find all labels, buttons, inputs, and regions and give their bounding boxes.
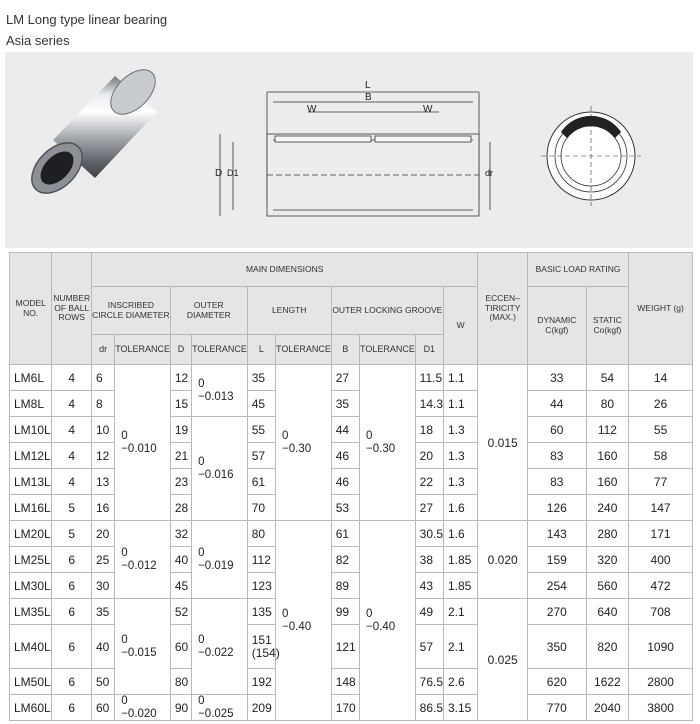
- tol-top: 0: [198, 695, 205, 708]
- W-cell: 2.1: [443, 625, 477, 669]
- dynamic-cell: 126: [527, 495, 586, 521]
- balls-cell: 4: [52, 391, 91, 417]
- W-cell: 1.1: [443, 365, 477, 391]
- L-cell: 45: [247, 391, 275, 417]
- B-cell: 170: [331, 695, 359, 721]
- weight-cell: 400: [629, 547, 693, 573]
- static-cell: 640: [586, 599, 629, 625]
- D1-cell: 57: [415, 625, 443, 669]
- B-cell: 61: [331, 521, 359, 547]
- tol-bottom: −0.015: [121, 646, 157, 659]
- D-tolerance-cell: [192, 695, 248, 721]
- table-row: [10, 573, 693, 599]
- tol-bottom: −0.30: [282, 442, 312, 455]
- balls-cell: 4: [52, 469, 91, 495]
- dynamic-cell: 44: [527, 391, 586, 417]
- weight-cell: 77: [629, 469, 693, 495]
- model-cell: LM40L: [10, 625, 52, 669]
- balls-cell: 6: [52, 599, 91, 625]
- table-row: [10, 391, 693, 417]
- eccentricity-cell: 0.015: [478, 365, 528, 521]
- B-cell: 46: [331, 469, 359, 495]
- header-d1: D1: [415, 335, 443, 365]
- balls-cell: 4: [52, 365, 91, 391]
- D-tolerance-cell: [192, 521, 248, 599]
- D-cell: 23: [170, 469, 191, 495]
- dr-tolerance-cell: [115, 599, 171, 695]
- L-tolerance-cell: [276, 365, 332, 521]
- header-length: LENGTH: [247, 287, 331, 335]
- tol-top: 0: [198, 547, 205, 560]
- weight-cell: 58: [629, 443, 693, 469]
- D1-cell: 27: [415, 495, 443, 521]
- D1-cell: 18: [415, 417, 443, 443]
- tol-top: 0: [198, 634, 205, 647]
- D-cell: 28: [170, 495, 191, 521]
- tol-bottom: −0.013: [198, 390, 234, 403]
- L-cell: 35: [247, 365, 275, 391]
- static-cell: 560: [586, 573, 629, 599]
- D1-cell: 38: [415, 547, 443, 573]
- W-cell: 1.85: [443, 573, 477, 599]
- D-cell: 40: [170, 547, 191, 573]
- table-row: [10, 417, 693, 443]
- W-cell: 1.6: [443, 521, 477, 547]
- label-dr: dr: [485, 168, 494, 178]
- tol-bottom: −0.016: [198, 468, 234, 481]
- header-outer-locking-groove: OUTER LOCKING GROOVE: [331, 287, 443, 335]
- header-d: D: [170, 335, 191, 365]
- bearing-photo: [22, 62, 163, 203]
- weight-cell: 14: [629, 365, 693, 391]
- dr-tolerance-cell: [115, 365, 171, 521]
- static-cell: 80: [586, 391, 629, 417]
- weight-cell: 3800: [629, 695, 693, 721]
- weight-cell: 708: [629, 599, 693, 625]
- model-cell: LM8L: [10, 391, 52, 417]
- header-dr: dr: [91, 335, 114, 365]
- dr-cell: 8: [91, 391, 114, 417]
- balls-cell: 4: [52, 443, 91, 469]
- dr-cell: 12: [91, 443, 114, 469]
- header-b: B: [331, 335, 359, 365]
- header-main-dimensions: MAIN DIMENSIONS: [91, 253, 477, 287]
- D1-cell: 76.5: [415, 669, 443, 695]
- tol-bottom: −0.020: [121, 707, 157, 720]
- header-l-tolerance: TOLERANCE: [276, 335, 332, 365]
- D-cell: 45: [170, 573, 191, 599]
- header-weight: WEIGHT (g): [629, 253, 693, 365]
- balls-cell: 6: [52, 669, 91, 695]
- D1-cell: 43: [415, 573, 443, 599]
- dr-cell: 60: [91, 695, 114, 721]
- B-cell: 148: [331, 669, 359, 695]
- static-cell: 320: [586, 547, 629, 573]
- D1-cell: 14.3: [415, 391, 443, 417]
- table-row: [10, 669, 693, 695]
- dynamic-cell: 60: [527, 417, 586, 443]
- header-eccentricity: ECCEN–TIRICITY (MAX.): [478, 253, 528, 365]
- header-dynamic: DYNAMIC C(kgf): [527, 287, 586, 365]
- label-D: D: [215, 168, 223, 179]
- header-b-tolerance: TOLERANCE: [360, 335, 416, 365]
- eccentricity-cell: 0.025: [478, 599, 528, 721]
- header-outer-diameter: OUTER DIAMETER: [170, 287, 247, 335]
- dr-tolerance-cell: [115, 695, 171, 721]
- weight-cell: 1090: [629, 625, 693, 669]
- dynamic-cell: 83: [527, 469, 586, 495]
- header-d-tolerance: TOLERANCE: [192, 335, 248, 365]
- side-view-drawing: [220, 92, 490, 216]
- static-cell: 1622: [586, 669, 629, 695]
- D1-cell: 86.5: [415, 695, 443, 721]
- header-static: STATIC Co(kgf): [586, 287, 629, 365]
- W-cell: 3.15: [443, 695, 477, 721]
- dr-cell: 30: [91, 573, 114, 599]
- header-w: W: [443, 287, 477, 365]
- dr-cell: 10: [91, 417, 114, 443]
- B-tolerance-cell: [360, 521, 416, 721]
- dynamic-cell: 143: [527, 521, 586, 547]
- tol-top: 0: [282, 608, 289, 621]
- bearing-drawing-svg: [5, 52, 693, 248]
- balls-cell: 5: [52, 495, 91, 521]
- bearing-drawing: [5, 52, 693, 248]
- page-title: LM Long type linear bearing: [6, 12, 168, 27]
- D-cell: 12: [170, 365, 191, 391]
- static-cell: 2040: [586, 695, 629, 721]
- B-cell: 89: [331, 573, 359, 599]
- model-cell: LM35L: [10, 599, 52, 625]
- model-cell: LM13L: [10, 469, 52, 495]
- L-cell: 209: [247, 695, 275, 721]
- dynamic-cell: 83: [527, 443, 586, 469]
- table-row: [10, 625, 693, 669]
- B-tolerance-cell: [360, 365, 416, 521]
- B-cell: 27: [331, 365, 359, 391]
- dr-cell: 13: [91, 469, 114, 495]
- L-cell: 192: [247, 669, 275, 695]
- eccentricity-cell: 0.020: [478, 521, 528, 599]
- dynamic-cell: 270: [527, 599, 586, 625]
- L-cell: 57: [247, 443, 275, 469]
- weight-cell: 472: [629, 573, 693, 599]
- tol-bottom: −0.012: [121, 559, 157, 572]
- D1-cell: 22: [415, 469, 443, 495]
- header-dr-tolerance: TOLERANCE: [115, 335, 171, 365]
- label-W-right: W: [423, 104, 433, 115]
- model-cell: LM25L: [10, 547, 52, 573]
- B-cell: 99: [331, 599, 359, 625]
- B-cell: 53: [331, 495, 359, 521]
- tol-bottom: −0.019: [198, 559, 234, 572]
- header-basic-load-rating: BASIC LOAD RATING: [527, 253, 628, 287]
- D-cell: 52: [170, 599, 191, 625]
- W-cell: 1.3: [443, 469, 477, 495]
- model-cell: LM60L: [10, 695, 52, 721]
- table-row: [10, 521, 693, 547]
- D-cell: 90: [170, 695, 191, 721]
- D-cell: 60: [170, 625, 191, 669]
- D-tolerance-cell: [192, 417, 248, 521]
- B-cell: 121: [331, 625, 359, 669]
- dynamic-cell: 620: [527, 669, 586, 695]
- D-tolerance-cell: [192, 599, 248, 695]
- dynamic-cell: 770: [527, 695, 586, 721]
- dynamic-cell: 159: [527, 547, 586, 573]
- tol-top: 0: [198, 378, 205, 391]
- table-row: [10, 695, 693, 721]
- header-inscribed-circle-diameter: INSCRIBED CIRCLE DIAMETER: [91, 287, 170, 335]
- B-cell: 35: [331, 391, 359, 417]
- balls-cell: 4: [52, 417, 91, 443]
- tol-bottom: −0.40: [366, 620, 396, 633]
- L-cell: 61: [247, 469, 275, 495]
- D-cell: 21: [170, 443, 191, 469]
- D1-cell: 30.5: [415, 521, 443, 547]
- L-tolerance-cell: [276, 521, 332, 721]
- header-model-no: MODEL NO.: [10, 253, 52, 365]
- tol-bottom: −0.022: [198, 646, 234, 659]
- static-cell: 160: [586, 443, 629, 469]
- W-cell: 2.6: [443, 669, 477, 695]
- L-cell: 151 (154): [247, 625, 275, 669]
- static-cell: 112: [586, 417, 629, 443]
- tol-top: 0: [121, 695, 128, 708]
- model-cell: LM16L: [10, 495, 52, 521]
- W-cell: 2.1: [443, 599, 477, 625]
- L-cell: 70: [247, 495, 275, 521]
- label-B: B: [365, 92, 372, 103]
- header-ball-rows: NUMBER OF BALL ROWS: [52, 253, 91, 365]
- tol-bottom: −0.010: [121, 442, 157, 455]
- dynamic-cell: 254: [527, 573, 586, 599]
- dr-cell: 40: [91, 625, 114, 669]
- balls-cell: 5: [52, 521, 91, 547]
- model-cell: LM12L: [10, 443, 52, 469]
- L-cell: 55: [247, 417, 275, 443]
- tol-bottom: −0.30: [366, 442, 396, 455]
- D-cell: 80: [170, 669, 191, 695]
- model-cell: LM20L: [10, 521, 52, 547]
- dr-cell: 35: [91, 599, 114, 625]
- static-cell: 54: [586, 365, 629, 391]
- table-row: [10, 469, 693, 495]
- dr-cell: 50: [91, 669, 114, 695]
- W-cell: 1.3: [443, 443, 477, 469]
- table-row: [10, 443, 693, 469]
- tol-top: 0: [121, 430, 128, 443]
- W-cell: 1.6: [443, 495, 477, 521]
- weight-cell: 26: [629, 391, 693, 417]
- W-cell: 1.85: [443, 547, 477, 573]
- balls-cell: 6: [52, 547, 91, 573]
- L-cell: 135: [247, 599, 275, 625]
- dr-cell: 25: [91, 547, 114, 573]
- label-D1: D1: [227, 168, 239, 178]
- B-cell: 46: [331, 443, 359, 469]
- tol-top: 0: [198, 456, 205, 469]
- page-subtitle: Asia series: [6, 33, 70, 48]
- static-cell: 160: [586, 469, 629, 495]
- weight-cell: 147: [629, 495, 693, 521]
- static-cell: 240: [586, 495, 629, 521]
- W-cell: 1.1: [443, 391, 477, 417]
- B-cell: 82: [331, 547, 359, 573]
- tol-bottom: −0.025: [198, 707, 234, 720]
- label-L: L: [365, 80, 371, 91]
- model-cell: LM10L: [10, 417, 52, 443]
- balls-cell: 6: [52, 695, 91, 721]
- D1-cell: 11.5: [415, 365, 443, 391]
- dr-cell: 6: [91, 365, 114, 391]
- balls-cell: 6: [52, 573, 91, 599]
- tol-top: 0: [366, 430, 373, 443]
- table-row: [10, 365, 693, 391]
- weight-cell: 55: [629, 417, 693, 443]
- weight-cell: 2800: [629, 669, 693, 695]
- static-cell: 280: [586, 521, 629, 547]
- tol-bottom: −0.40: [282, 620, 312, 633]
- label-W-left: W: [307, 104, 317, 115]
- dynamic-cell: 350: [527, 625, 586, 669]
- L-cell: 123: [247, 573, 275, 599]
- tol-top: 0: [121, 547, 128, 560]
- B-cell: 44: [331, 417, 359, 443]
- dr-tolerance-cell: [115, 521, 171, 599]
- table-row: [10, 495, 693, 521]
- dr-cell: 20: [91, 521, 114, 547]
- W-cell: 1.3: [443, 417, 477, 443]
- header-l: L: [247, 335, 275, 365]
- D-tolerance-cell: [192, 365, 248, 417]
- end-view-drawing: [541, 106, 641, 206]
- tol-top: 0: [366, 608, 373, 621]
- L-cell: 112: [247, 547, 275, 573]
- weight-cell: 171: [629, 521, 693, 547]
- spec-table: [9, 252, 693, 721]
- table-row: [10, 599, 693, 625]
- model-cell: LM30L: [10, 573, 52, 599]
- D-cell: 15: [170, 391, 191, 417]
- tol-top: 0: [282, 430, 289, 443]
- D-cell: 19: [170, 417, 191, 443]
- dr-cell: 16: [91, 495, 114, 521]
- balls-cell: 6: [52, 625, 91, 669]
- dynamic-cell: 33: [527, 365, 586, 391]
- static-cell: 820: [586, 625, 629, 669]
- D1-cell: 20: [415, 443, 443, 469]
- model-cell: LM50L: [10, 669, 52, 695]
- table-row: [10, 547, 693, 573]
- D1-cell: 49: [415, 599, 443, 625]
- L-cell: 80: [247, 521, 275, 547]
- D-cell: 32: [170, 521, 191, 547]
- tol-top: 0: [121, 634, 128, 647]
- model-cell: LM6L: [10, 365, 52, 391]
